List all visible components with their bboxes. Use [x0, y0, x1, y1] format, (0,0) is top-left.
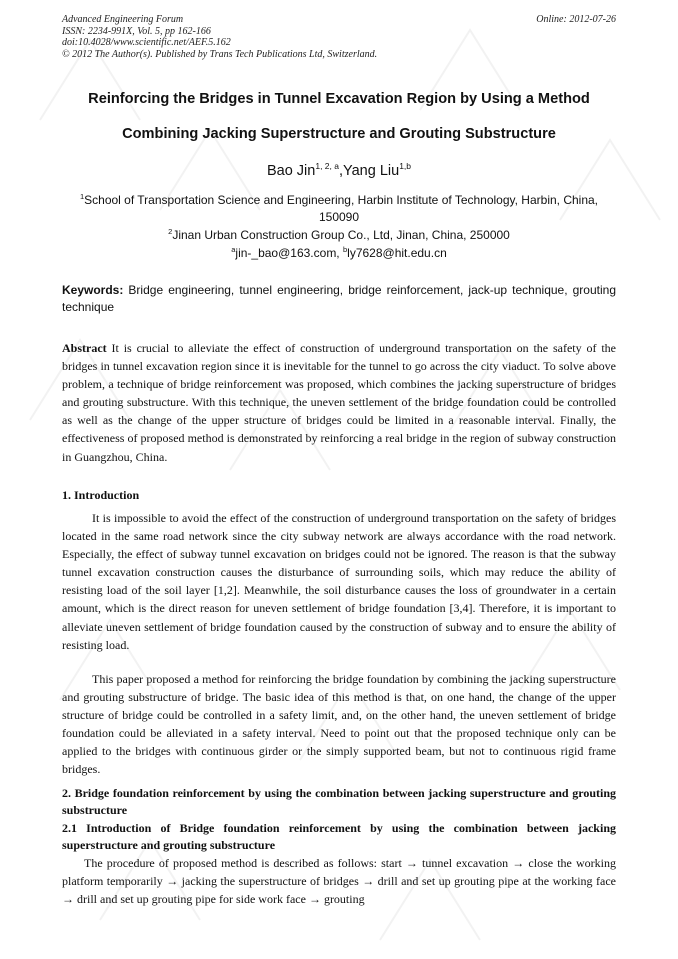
keywords: [62, 282, 616, 315]
author-affiliation-mark: 1,b: [399, 161, 412, 171]
abstract-text: It is crucial to alleviate the effect of construction of underground transportation on the safety of the bridges in tunnel excavation region since it is inevitable for the tunnel to go across the city viaduct. To solve above problem, a technique of bridge reinforcement was proposed, which combines the jacking superstructure of bridges and grouting substructure. With this technique, the uneven settlement of the bridge foundation could be controlled as well as the change of the upper structure of bridges could be limited in a reasonable interval. Finally, the effectiveness of proposed method is demonstrated by reinforcing a real bridge in the region of subway construction in Guangzhou, China.: [62, 341, 616, 464]
journal-issn: ISSN: 2234-991X, Vol. 5, pp 162-166: [62, 25, 211, 37]
affiliation-text: Jinan Urban Construction Group Co., Ltd, Jinan, China, 250000: [172, 228, 510, 242]
author-name: Yang Liu: [343, 162, 400, 179]
keywords-text: Bridge engineering, tunnel engineering, bridge reinforcement, jack-up technique, grouting technique: [62, 283, 616, 314]
subsection-heading-2-1: 2.1 Introduction of Bridge foundation reinforcement by using the combination between jacking superstructure and grouting substructure: [62, 821, 616, 852]
paper-title-line-2: Combining Jacking Superstructure and Grouting Substructure: [122, 126, 556, 142]
introduction-paragraph-1: It is impossible to avoid the effect of the construction of underground transportation on the safety of bridges located in the same road network since the city subway network are always accordance with the road network. Especially, the effect of subway tunnel excavation on bridges could not be ignored. The reason is that the subway tunnel excavation construction causes the disturbance of surrounding soils, which may reduce the ability of resisting load of the soil layer [1,2]. Meanwhile, the soil disturbance causes the loss of groundwater in a certain amount, which is the direct reason for uneven settlement of bridge foundation [3,4]. Therefore, it is important to alleviate uneven settlement of bridge foundation caused by the construction of subway and to ensure the ability of resisting load.: [62, 511, 616, 652]
email-mark: a: [231, 245, 236, 254]
email-address: jin-_bao@163.com,: [235, 246, 343, 260]
paper-title-line-1: Reinforcing the Bridges in Tunnel Excavation Region by Using a Method: [88, 91, 590, 107]
affiliation-mark: 2: [168, 227, 173, 236]
journal-copyright: © 2012 The Author(s). Published by Trans Tech Publications Ltd, Switzerland.: [62, 48, 378, 60]
author-line: [0, 157, 678, 180]
online-date: Online: 2012-07-26: [536, 14, 616, 25]
section-heading-introduction: 1. Introduction: [62, 488, 140, 502]
journal-name: Advanced Engineering Forum: [62, 14, 184, 25]
author-affiliation-mark: 1, 2, a: [315, 161, 339, 171]
introduction-paragraph-2: This paper proposed a method for reinforcing the bridge foundation by combining the jacking superstructure and grouting substructure of bridge. The basic idea of this method is that, on one hand, the change of the upper structure of bridge could be controlled in a safety limit, and, on the other hand, the uneven settlement of bridge foundation could be alleviated in a safety interval. Need to point out that the proposed technique only can be applied to the bridges with continuous girder or the simply supported beam, but not to continuous rigid frame bridges.: [62, 672, 616, 777]
section-2-paragraph-1: The procedure of proposed method is described as follows: start → tunnel excavation → close the working platform temporarily → jacking the superstructure of bridges → drill and set up grouting pipe at the working face → drill and set up grouting pipe for side work face → grouting: [62, 856, 616, 907]
journal-doi: doi:10.4028/www.scientific.net/AEF.5.162: [62, 37, 231, 48]
affiliation-text: School of Transportation Science and Engineering, Harbin Institute of Technology, Harbin, China, 150090: [84, 193, 599, 224]
abstract-label: Abstract: [62, 341, 107, 355]
author-separator: ,: [338, 162, 344, 179]
author-name: Bao Jin: [266, 162, 316, 179]
journal-header: [62, 14, 616, 60]
affiliation-1: [62, 188, 616, 226]
abstract: [62, 339, 616, 466]
section-heading-2: 2. Bridge foundation reinforcement by using the combination between jacking superstructure and grouting substructure: [62, 786, 616, 817]
keywords-label: Keywords:: [62, 283, 124, 297]
email-address: ly7628@hit.edu.cn: [347, 246, 447, 260]
email-mark: b: [342, 245, 348, 254]
affiliation-mark: 1: [79, 192, 85, 201]
author-emails: [62, 241, 616, 262]
